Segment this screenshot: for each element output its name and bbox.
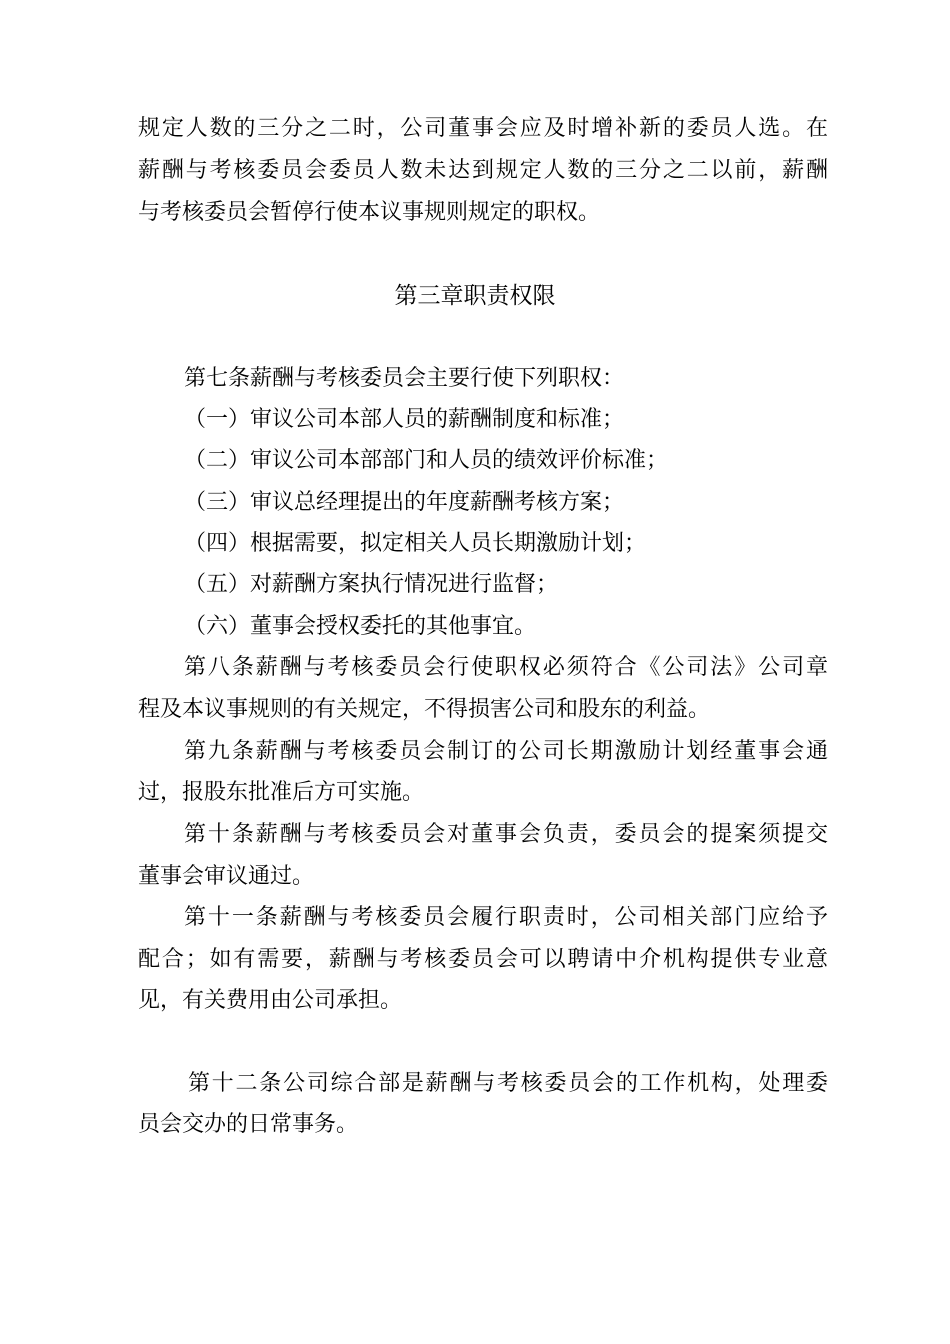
article-7-item-6: （六）董事会授权委托的其他事宜。 (184, 614, 537, 639)
intro-line-3: 与考核委员会暂停行使本议事规则规定的职权。 (138, 200, 601, 225)
article-12-label: 第十二条 (188, 1071, 284, 1096)
article-10-line-2: 董事会审议通过。 (138, 864, 315, 889)
article-7-intro (184, 364, 828, 394)
article-10-line-1 (184, 820, 828, 850)
article-9-line-2: 过，报股东批准后方可实施。 (138, 780, 425, 805)
article-10-text-1: 薪酬与考核委员会对董事会负责，委员会的提案须提交 (255, 822, 828, 847)
article-7-text: 薪酬与考核委员会主要行使下列职权： (250, 366, 625, 391)
article-7-item-1: （一）审议公司本部人员的薪酬制度和标准； (184, 407, 625, 432)
article-11-text-1: 薪酬与考核委员会履行职责时，公司相关部门应给予 (279, 905, 828, 930)
article-7-item-3: （三）审议总经理提出的年度薪酬考核方案； (184, 490, 625, 515)
intro-line-1: 规定人数的三分之二时，公司董事会应及时增补新的委员人选。在 (138, 116, 828, 141)
article-7-label: 第七条 (184, 366, 251, 391)
article-7-item-2: （二）审议公司本部部门和人员的绩效评价标准； (184, 448, 669, 473)
intro-line-2: 薪酬与考核委员会委员人数未达到规定人数的三分之二以前，薪酬 (138, 158, 828, 183)
article-11-line-2: 配合；如有需要，薪酬与考核委员会可以聘请中介机构提供专业意 (138, 947, 828, 972)
article-9-label: 第九条 (184, 739, 256, 764)
article-12-line-1 (188, 1069, 828, 1099)
chapter-title: 第三章职责权限 (394, 283, 556, 309)
article-12-text-1: 公司综合部是薪酬与考核委员会的工作机构，处理委 (283, 1071, 828, 1096)
article-7-item-5: （五）对薪酬方案执行情况进行监督； (184, 572, 559, 597)
article-8-line-2: 程及本议事规则的有关规定，不得损害公司和股东的利益。 (138, 697, 711, 722)
article-11-line-3: 见，有关费用由公司承担。 (138, 988, 403, 1013)
article-9-line-1 (184, 737, 828, 767)
article-11-label: 第十一条 (184, 905, 280, 930)
article-8-label: 第八条 (184, 655, 256, 680)
article-8-line-1 (184, 653, 828, 683)
article-10-label: 第十条 (184, 822, 256, 847)
article-11-line-1 (184, 903, 828, 933)
article-8-text-1: 薪酬与考核委员会行使职权必须符合《公司法》公司章 (255, 655, 828, 680)
article-9-text-1: 薪酬与考核委员会制订的公司长期激励计划经董事会通 (255, 739, 828, 764)
article-12-line-2: 员会交办的日常事务。 (138, 1112, 359, 1137)
article-7-item-4: （四）根据需要，拟定相关人员长期激励计划； (184, 531, 647, 556)
